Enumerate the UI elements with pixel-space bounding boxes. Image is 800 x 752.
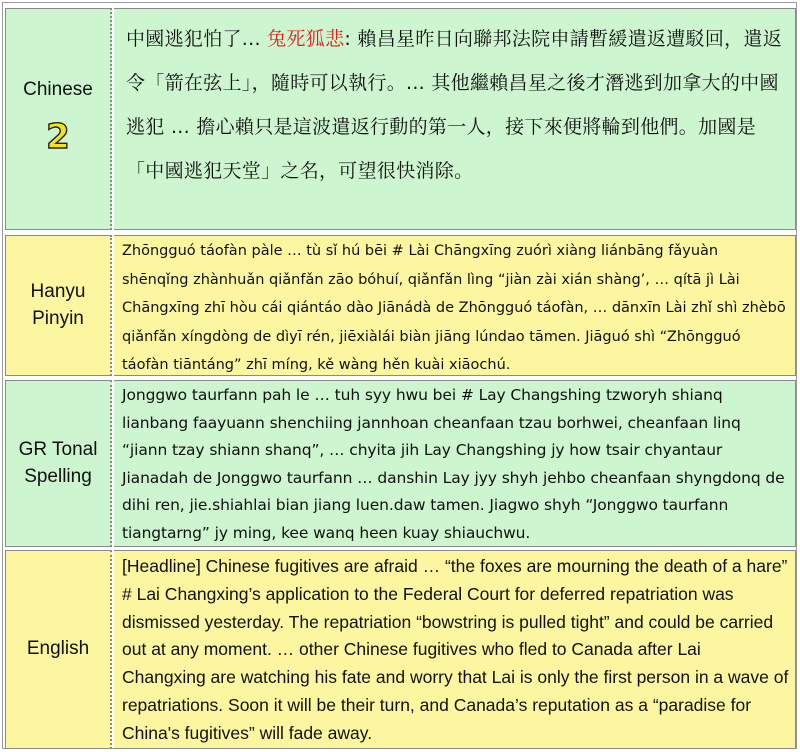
- chinese-text-highlight: 兔死狐悲: [267, 28, 345, 50]
- english-text: [Headline] Chinese fugitives are afraid … “the foxes are mourning the death of a hare” # Lai Changxing’s application to the Federal Court for deferred repatriation was dismissed yesterday. The repatriation “bowstring is pulled tight” and could be carried out at any moment. … other Chinese fugitives who fled to Canada after Lai Changxing are watching his fate and worry that Lai is only the first person in a wave of repatriations. Soon it will be their turn, and Canada’s reputation as a “paradise for China's fugitives” will fade away.: [122, 556, 789, 743]
- row-pinyin: [5, 235, 796, 376]
- gr-text: Jonggwo taurfann pah le … tuh syy hwu bei # Lay Changshing tzworyh shianq lianbang faayuann shenchiing jannhoan cheanfaan tzau borhwei, cheanfaan linq “jiann tzay shiann shanq”, … chyita jih Lay Changshing jy how tsair chyantaur Jianadah de Jonggwo taurfann … danshin Lay jyy shyh jehbo cheanfaan shyngdonq de dihi ren, jie.shiahlai bian jiang luen.daw tamen. Jiagwo shyh “Jonggwo taurfann tiangtarng” jy ming, kee wanq heen kuay shiauchwu.: [122, 386, 785, 542]
- content-cell-pinyin: [114, 235, 796, 376]
- content-cell-chinese: [114, 8, 796, 230]
- label-cell-gr: [5, 380, 112, 547]
- label-cell-chinese: [5, 8, 112, 230]
- label-pinyin-line1: Hanyu: [30, 280, 86, 302]
- chinese-text: [114, 9, 795, 193]
- label-pinyin-line2: Pinyin: [32, 307, 84, 329]
- label-cell-pinyin: [5, 235, 112, 376]
- entry-number: 2: [46, 116, 70, 157]
- translation-table: [2, 2, 797, 749]
- chinese-text-before: 中國逃犯怕了...: [126, 28, 261, 50]
- row-chinese: [5, 8, 796, 230]
- content-cell-gr: [114, 380, 796, 547]
- label-english: English: [26, 638, 90, 660]
- label-chinese: Chinese: [23, 78, 93, 100]
- content-cell-english: [114, 550, 796, 749]
- label-gr-line1: GR Tonal: [18, 438, 98, 460]
- label-gr-line2: Spelling: [24, 465, 92, 487]
- row-gr: [5, 380, 796, 547]
- label-cell-english: [5, 550, 112, 749]
- pinyin-text: Zhōngguó táofàn pàle … tù sǐ hú bēi # Lài Chāngxīng zuórì xiàng liánbāng fǎyuàn shēnqǐng zhànhuǎn qiǎnfǎn zāo bóhuí, qiǎnfǎn lìng “jiàn zài xián shàng’, … qítā jì Lài Chāngxīng zhī hòu cái qiántáo dào Jiānádà de Zhōngguó táofàn, … dānxīn Lài zhǐ shì zhèbō qiǎnfǎn xíngdòng de dìyī rén, jiēxiàlái biàn jiāng lúndao tāmen. Jiāguó shì “Zhōngguó táofàn tiāntáng” zhī míng, kě wàng hěn kuài xiāochú.: [122, 243, 786, 373]
- chinese-text-after: : 賴昌星昨日向聯邦法院申請暫緩遣返遭駁回，遣返令「箭在弦上」，隨時可以執行。... 其他繼賴昌星之後才潛逃到加拿大的中國逃犯 ... 擔心賴只是這波遣返行動的第一人，接下來便將輪到他們。加國是「中國逃犯天堂」之名，可望很快消除。: [126, 28, 783, 182]
- row-english: [5, 550, 796, 749]
